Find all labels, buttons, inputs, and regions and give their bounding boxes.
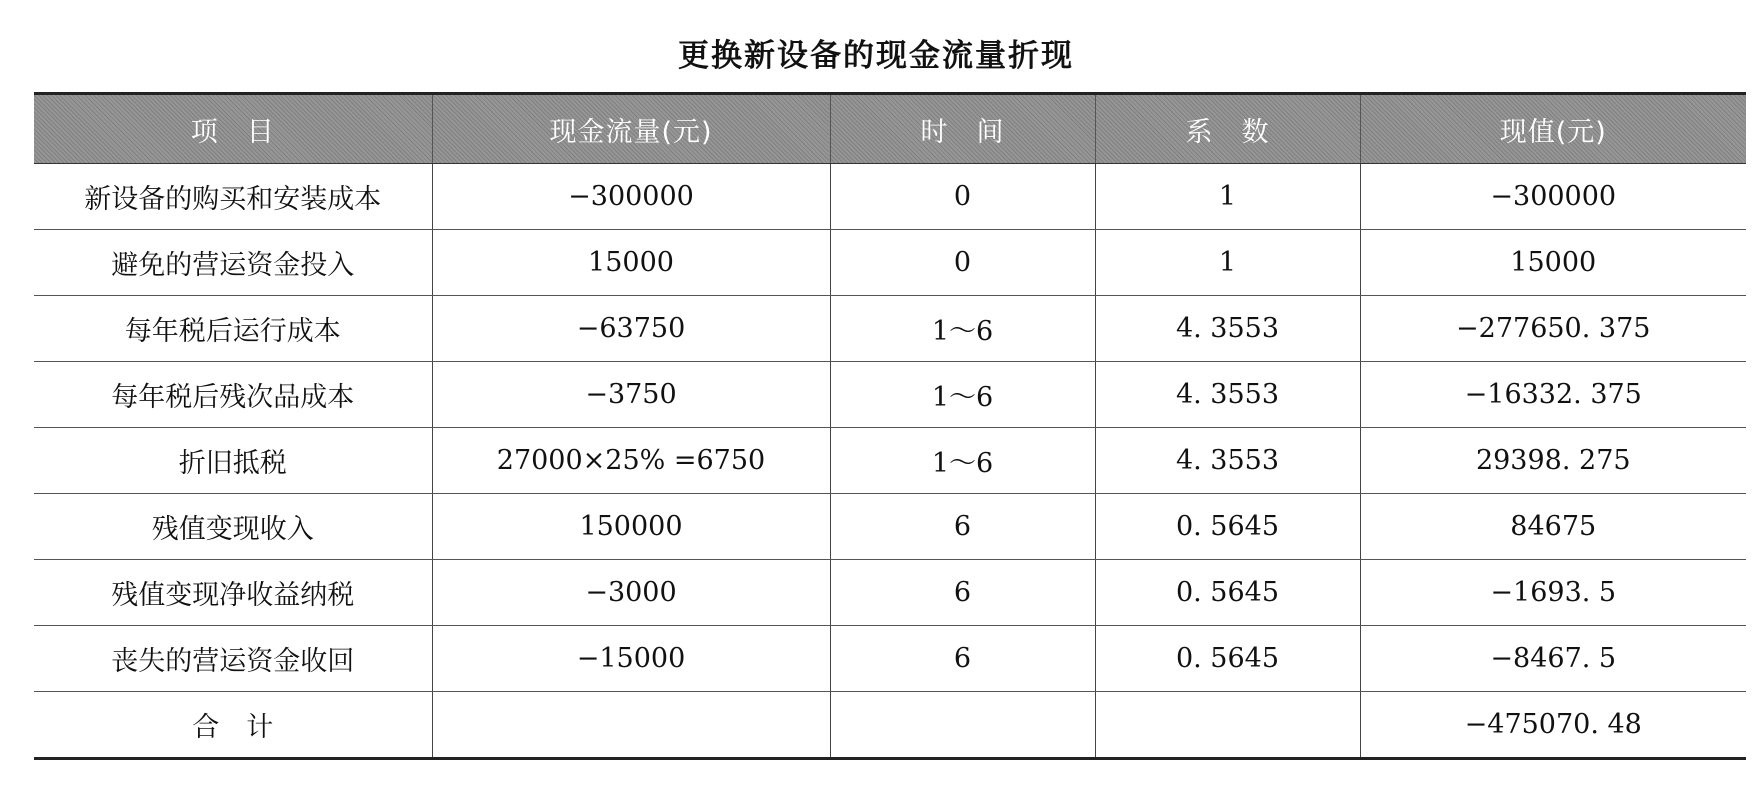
header-present-value: 现值(元) bbox=[1360, 94, 1746, 164]
cell-time: 0 bbox=[830, 230, 1095, 296]
cell-present-value: −300000 bbox=[1360, 164, 1746, 230]
table-row bbox=[34, 626, 1746, 692]
cell-item: 残值变现收入 bbox=[34, 494, 432, 560]
cell-coefficient: 4. 3553 bbox=[1095, 296, 1360, 362]
cell-item: 避免的营运资金投入 bbox=[34, 230, 432, 296]
cell-coefficient bbox=[1095, 692, 1360, 759]
cell-cash-flow: −300000 bbox=[432, 164, 830, 230]
cell-coefficient: 0. 5645 bbox=[1095, 494, 1360, 560]
cash-flow-table-container bbox=[34, 92, 1746, 760]
cell-cash-flow: 150000 bbox=[432, 494, 830, 560]
table-row bbox=[34, 560, 1746, 626]
header-coefficient: 系 数 bbox=[1095, 94, 1360, 164]
cell-cash-flow bbox=[432, 692, 830, 759]
table-row bbox=[34, 428, 1746, 494]
header-cash-flow: 现金流量(元) bbox=[432, 94, 830, 164]
cell-present-value: 15000 bbox=[1360, 230, 1746, 296]
cell-present-value: −277650. 375 bbox=[1360, 296, 1746, 362]
cell-coefficient: 0. 5645 bbox=[1095, 560, 1360, 626]
cell-present-value: 29398. 275 bbox=[1360, 428, 1746, 494]
cell-item: 折旧抵税 bbox=[34, 428, 432, 494]
cell-cash-flow: −63750 bbox=[432, 296, 830, 362]
cell-present-value: 84675 bbox=[1360, 494, 1746, 560]
cell-coefficient: 0. 5645 bbox=[1095, 626, 1360, 692]
table-row bbox=[34, 230, 1746, 296]
cell-cash-flow: −15000 bbox=[432, 626, 830, 692]
header-item: 项 目 bbox=[34, 94, 432, 164]
cell-present-value: −8467. 5 bbox=[1360, 626, 1746, 692]
cell-cash-flow: −3000 bbox=[432, 560, 830, 626]
table-row bbox=[34, 296, 1746, 362]
cell-coefficient: 4. 3553 bbox=[1095, 428, 1360, 494]
cell-total-label: 合 计 bbox=[34, 692, 432, 759]
header-time: 时 间 bbox=[830, 94, 1095, 164]
cell-present-value: −1693. 5 bbox=[1360, 560, 1746, 626]
cell-time bbox=[830, 692, 1095, 759]
page-title: 更换新设备的现金流量折现 bbox=[678, 38, 1074, 74]
cell-time: 1～6 bbox=[830, 362, 1095, 428]
cell-item: 每年税后残次品成本 bbox=[34, 362, 432, 428]
cell-cash-flow: 15000 bbox=[432, 230, 830, 296]
cell-item: 新设备的购买和安装成本 bbox=[34, 164, 432, 230]
cell-total-present-value: −475070. 48 bbox=[1360, 692, 1746, 759]
table-row bbox=[34, 164, 1746, 230]
cell-time: 1～6 bbox=[830, 428, 1095, 494]
cell-coefficient: 4. 3553 bbox=[1095, 362, 1360, 428]
cell-item: 丧失的营运资金收回 bbox=[34, 626, 432, 692]
cell-item: 残值变现净收益纳税 bbox=[34, 560, 432, 626]
cell-time: 6 bbox=[830, 626, 1095, 692]
cash-flow-table bbox=[34, 92, 1746, 760]
table-total-row bbox=[34, 692, 1746, 759]
cell-present-value: −16332. 375 bbox=[1360, 362, 1746, 428]
cell-time: 6 bbox=[830, 494, 1095, 560]
table-header-row bbox=[34, 94, 1746, 164]
cell-coefficient: 1 bbox=[1095, 230, 1360, 296]
cell-time: 0 bbox=[830, 164, 1095, 230]
cell-cash-flow: 27000×25% =6750 bbox=[432, 428, 830, 494]
cell-time: 6 bbox=[830, 560, 1095, 626]
cell-time: 1～6 bbox=[830, 296, 1095, 362]
table-row bbox=[34, 362, 1746, 428]
cell-coefficient: 1 bbox=[1095, 164, 1360, 230]
cell-item: 每年税后运行成本 bbox=[34, 296, 432, 362]
cell-cash-flow: −3750 bbox=[432, 362, 830, 428]
table-row bbox=[34, 494, 1746, 560]
